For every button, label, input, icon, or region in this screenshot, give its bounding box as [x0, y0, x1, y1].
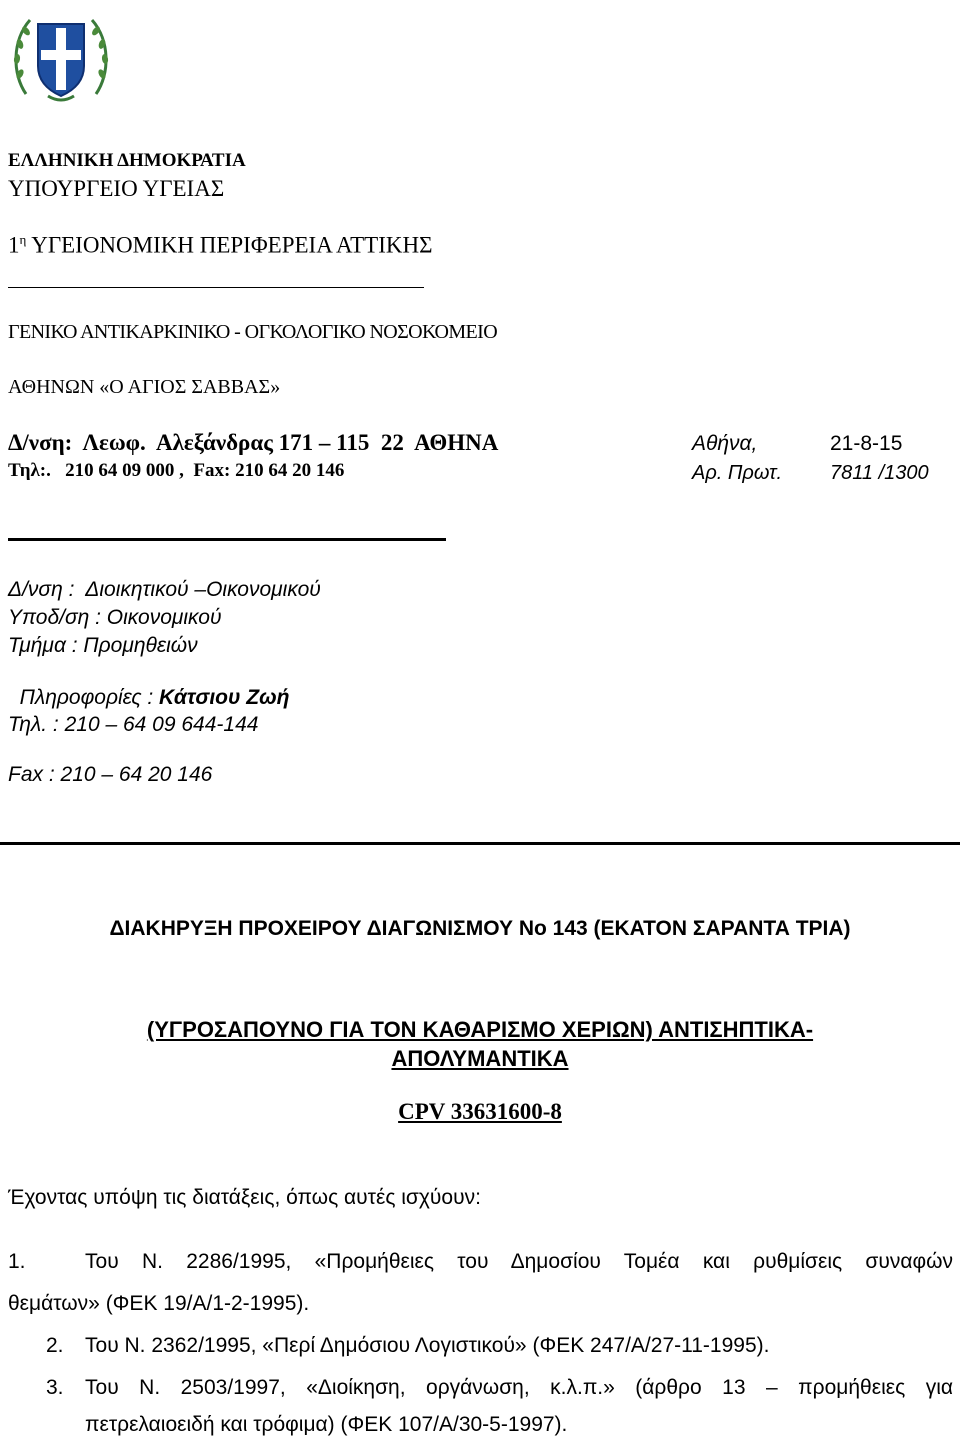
legal-item-1-number: 1.	[8, 1250, 26, 1273]
legal-item-3-line2: πετρελαιοειδή και τρόφιμα) (ΦΕΚ 107/Α/30-5-1997).	[85, 1413, 568, 1436]
announcement-title: ΔΙΑΚΗΡΥΞΗ ΠΡΟΧΕΙΡΟΥ ΔΙΑΓΩΝΙΣΜΟΥ Νο 143 (ΕΚΑΤΟΝ ΣΑΡΑΝΤΑ ΤΡΙΑ)	[109, 917, 851, 940]
cpv-code: CPV 33631600-8	[398, 1099, 562, 1124]
section-divider	[0, 842, 960, 845]
header-divider-1	[8, 287, 424, 288]
info-line	[8, 662, 289, 710]
health-region-number: 1	[8, 232, 20, 258]
subdirectorate-line: Υποδ/ση : Οικονομικού	[8, 606, 222, 629]
info-contact-name: Κάτσιου Ζωή	[159, 686, 290, 709]
coat-of-arms-emblem	[8, 4, 114, 110]
hospital-address: Δ/νση: Λεωφ. Αλεξάνδρας 171 – 115 22 ΑΘΗΝΑ	[8, 430, 499, 455]
legal-intro: Έχοντας υπόψη τις διατάξεις, όπως αυτές ισχύουν:	[8, 1186, 481, 1209]
health-region	[8, 232, 432, 259]
country-name: ΕΛΛΗΝΙΚΗ ΔΗΜΟΚΡΑΤΙΑ	[8, 150, 246, 171]
legal-item-2-line1: Του Ν. 2362/1995, «Περί Δημόσιου Λογιστικού» (ΦΕΚ 247/Α/27-11-1995).	[85, 1334, 770, 1357]
legal-item-3-number: 3.	[46, 1376, 64, 1399]
protocol-label: Αρ. Πρωτ.	[692, 462, 783, 484]
document-date: 21-8-15	[830, 432, 903, 455]
health-region-superscript: η	[19, 232, 27, 247]
subject-line-2: ΑΠΟΛΥΜΑΝΤΙΚΑ	[391, 1046, 569, 1071]
section-line: Τμήμα : Προμηθειών	[8, 634, 198, 657]
legal-item-3-line1: Του Ν. 2503/1997, «Διοίκηση, οργάνωση, κ.λ.π.» (άρθρο 13 – προμήθειες για	[85, 1376, 953, 1399]
subject-line-1: (ΥΓΡΟΣΑΠΟΥΝΟ ΓΙΑ ΤΟΝ ΚΑΘΑΡΙΣΜΟ ΧΕΡΙΩΝ) ΑΝΤΙΣΗΠΤΙΚΑ-	[146, 1017, 814, 1042]
health-region-text: ΥΓΕΙΟΝΟΜΙΚΗ ΠΕΡΙΦΕΡΕΙΑ ΑΤΤΙΚΗΣ	[26, 232, 433, 258]
place-label: Αθήνα,	[692, 432, 758, 455]
legal-item-1-line1: Του Ν. 2286/1995, «Προμήθειες του Δημοσίου Τομέα και ρυθμίσεις συναφών	[85, 1250, 953, 1273]
protocol-number: 7811 /1300	[830, 462, 929, 484]
hospital-phone-fax: Τηλ:. 210 64 09 000 , Fax: 210 64 20 146	[8, 460, 345, 481]
ministry-name: ΥΠΟΥΡΓΕΙΟ ΥΓΕΙΑΣ	[8, 176, 225, 201]
directorate-line: Δ/νση : Διοικητικού –Οικονομικού	[8, 578, 321, 601]
legal-item-2-number: 2.	[46, 1334, 64, 1357]
department-phone: Τηλ. : 210 – 64 09 644-144	[8, 713, 259, 736]
header-divider-2	[8, 538, 446, 541]
department-fax: Fax : 210 – 64 20 146	[8, 763, 213, 786]
info-label: Πληροφορίες :	[19, 686, 160, 709]
legal-item-1-line2: θεμάτων» (ΦΕΚ 19/Α/1-2-1995).	[8, 1292, 310, 1315]
hospital-name-line2: ΑΘΗΝΩΝ «Ο ΑΓΙΟΣ ΣΑΒΒΑΣ»	[8, 376, 281, 398]
hospital-name-line1: ΓΕΝΙΚΟ ΑΝΤΙΚΑΡΚΙΝΙΚΟ - ΟΓΚΟΛΟΓΙΚΟ ΝΟΣΟΚΟΜΕΙΟ	[8, 321, 498, 343]
